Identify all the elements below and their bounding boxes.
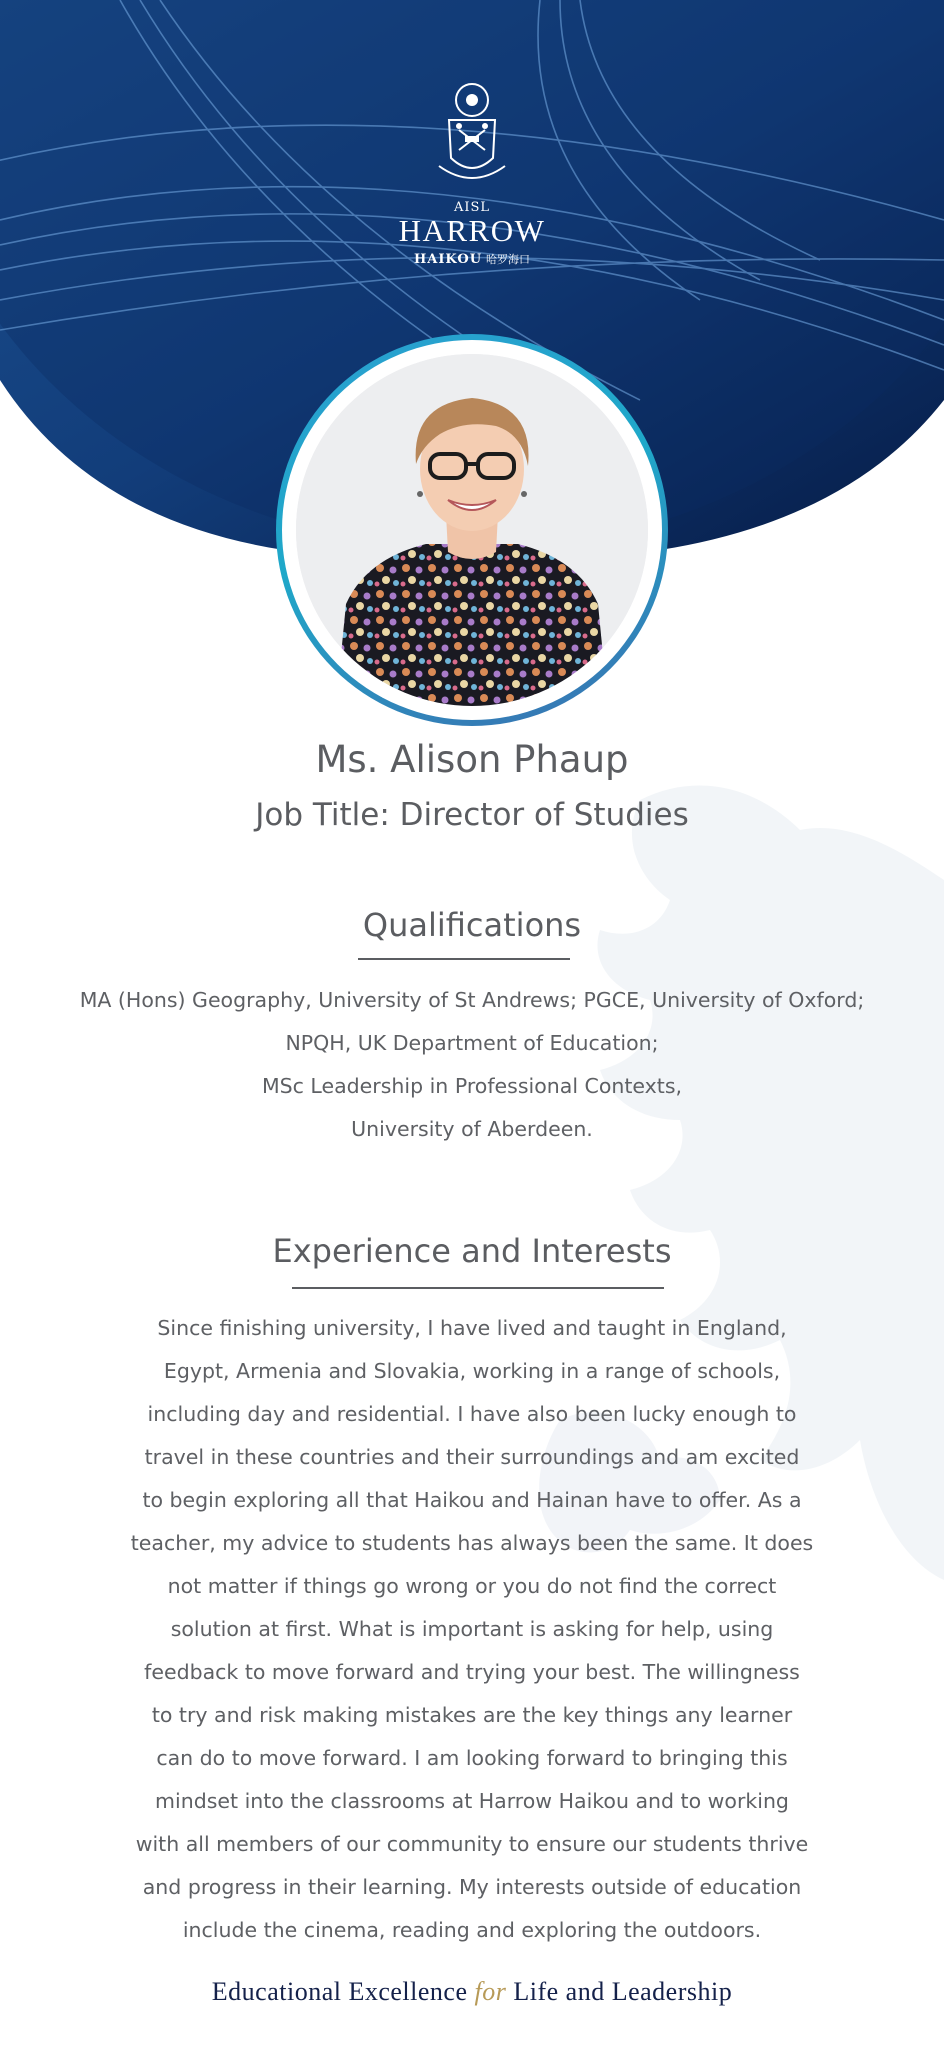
experience-line: can do to move forward. I am looking forward to bringing this: [156, 1746, 788, 1770]
logo-haikou-en: HAIKOU: [413, 252, 483, 267]
experience-underline: [292, 1287, 664, 1289]
tagline-for: for: [474, 1977, 507, 2006]
job-title: Job Title: Director of Studies: [255, 797, 689, 833]
experience-line: feedback to move forward and trying your best. The willingness: [144, 1660, 800, 1684]
portrait-illustration: [296, 354, 648, 706]
experience-line: and progress in their learning. My interests outside of education: [142, 1875, 802, 1899]
experience-line: to try and risk making mistakes are the key things any learner: [151, 1703, 793, 1727]
footer-tagline: [0, 1977, 944, 2007]
qualification-line: MSc Leadership in Professional Contexts,: [261, 1074, 683, 1098]
logo-haikou-cn: 哈罗海口: [486, 253, 531, 266]
experience-heading: Experience and Interests: [272, 1232, 672, 1270]
experience-line: Since finishing university, I have lived and taught in England,: [157, 1316, 787, 1340]
portrait-photo: [296, 354, 648, 706]
experience-line: teacher, my advice to students has always been the same. It does: [130, 1531, 814, 1555]
qualifications-underline: [358, 958, 570, 960]
logo-aisl: AISL: [453, 200, 491, 215]
harrow-crest-icon: [429, 80, 515, 198]
logo-haikou: [372, 251, 572, 267]
person-name: Ms. Alison Phaup: [315, 738, 629, 781]
school-logo: [372, 80, 572, 267]
experience-line: not matter if things go wrong or you do not find the correct: [167, 1574, 777, 1598]
qualification-line: NPQH, UK Department of Education;: [285, 1031, 659, 1055]
experience-line: Egypt, Armenia and Slovakia, working in a range of schools,: [163, 1359, 781, 1383]
experience-line: mindset into the classrooms at Harrow Haikou and to working: [155, 1789, 789, 1813]
experience-line: travel in these countries and their surroundings and am excited: [144, 1445, 800, 1469]
qualification-line: University of Aberdeen.: [351, 1117, 593, 1141]
experience-line: including day and residential. I have also been lucky enough to: [147, 1402, 797, 1426]
qualification-line: MA (Hons) Geography, University of St Andrews; PGCE, University of Oxford;: [79, 988, 865, 1012]
experience-line: to begin exploring all that Haikou and Hainan have to offer. As a: [142, 1488, 802, 1512]
qualifications-heading: Qualifications: [362, 906, 582, 944]
experience-line: include the cinema, reading and exploring the outdoors.: [182, 1918, 762, 1942]
logo-harrow: HARROW: [398, 213, 546, 248]
portrait-frame: [276, 334, 668, 726]
tagline-part-a: Educational Excellence: [211, 1977, 468, 2006]
experience-line: with all members of our community to ensure our students thrive: [135, 1832, 809, 1856]
tagline-part-b: Life and Leadership: [513, 1977, 733, 2006]
experience-line: solution at first. What is important is asking for help, using: [170, 1617, 774, 1641]
